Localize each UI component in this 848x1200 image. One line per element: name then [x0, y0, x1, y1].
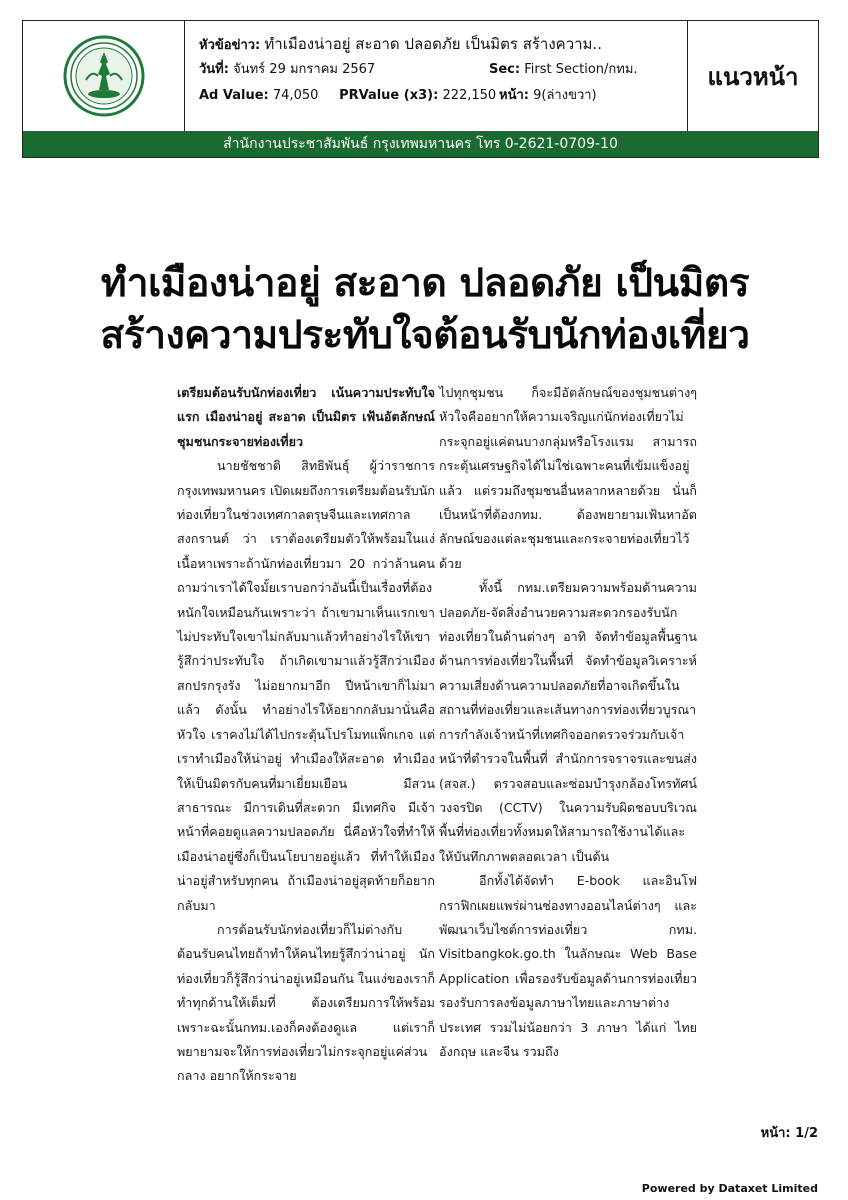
article-column-left [177, 381, 435, 1089]
powered-by: Powered by Dataxet Limited [641, 1182, 818, 1195]
pr-label: PRValue (x3): [339, 88, 439, 103]
article-column-right [439, 381, 697, 1064]
sec-field [489, 57, 638, 83]
bangkok-seal-icon [62, 34, 146, 118]
article-paragraph: การต้อนรับนักท่องเที่ยวก็ไม่ต่างกับต้อนรับคนไทยถ้าทำให้คนไทยรู้สึกว่าน่าอยู่ นักท่องเที่ยวก็รู้สึกว่าน่าอยู่เหมือนกัน ในแง่ของเราก็ทำทุกด้านให้เต็มที่ ต้องเตรียมการให้พร้อม เพราะฉะนั้นกทม.เองก็คงต้องดูแล แต่เราก็พยายามจะให้การท่องเที่ยวไม่กระจุกอยู่แค่ส่วนกลาง อยากให้กระจาย [177, 921, 435, 1084]
ad-value: 74,050 [272, 88, 319, 103]
section-tag: แนวหน้า [707, 62, 799, 91]
article-paragraph: ไปทุกชุมชน ก็จะมีอัตลักษณ์ของชุมชนต่างๆ หัวใจคืออยากให้ความเจริญแก่นักท่องเที่ยวไม่กระจุกอยู่แค่ตนบางกลุ่มหรือโรงแรม สามารถกระตุ้นเศรษฐกิจได้ไม่ใช่เฉพาะคนที่เข้มแข็งอยู่แล้ว แต่รวมถึงชุมชนอื่นหลากหลายด้วย นั่นก็เป็นหน้าที่ต้องกทม. ต้องพยายามเฟ้นหาอัตลักษณ์ของแต่ละชุมชนและกระจายท่องเที่ยวไว้ด้วย [439, 385, 697, 571]
ad-label: Ad Value: [199, 88, 269, 103]
date-row [199, 57, 687, 83]
article-paragraph: ทั้งนี้ กทม.เตรียมความพร้อมด้านความปลอดภัย-จัดสิ่งอำนวยความสะดวกรองรับนักท่องเที่ยวในด้านต่างๆ อาทิ จัดทำข้อมูลพื้นฐานด้านการท่องเที่ยวในพื้นที่ จัดทำข้อมูลวิเคราะห์ความเสี่ยงด้านความปลอดภัยที่อาจเกิดขึ้นในสถานที่ท่องเที่ยวและเส้นทางการท่องเที่ยวบูรณาการกำลังเจ้าหน้าที่เทศกิจออกตรวจร่วมกับเจ้าหน้าที่ตำรวจในพื้นที่ สำนักการจราจรและขนส่ง (สจส.) ตรวจสอบและซ่อมบำรุงกล้องโทรทัศน์วงจรปิด (CCTV) ในความรับผิดชอบบริเวณพื้นที่ท่องเที่ยวทั้งหมดให้สามารถใช้งานได้และให้บันทึกภาพตลอดเวลา เป็นต้น [439, 580, 697, 864]
date-label: วันที่: [199, 62, 229, 77]
page-field [499, 83, 597, 109]
logo-cell [23, 21, 185, 131]
page-value: 9(ล่างขวา) [533, 88, 597, 103]
title-row [199, 31, 687, 57]
article-lead: เตรียมต้อนรับนักท่องเที่ยว เน้นความประทับใจแรก เมืองน่าอยู่ สะอาด เป็นมิตร เฟ้นอัตลักษณ์ชุมชนกระจายท่องเที่ยว [177, 385, 435, 449]
article-paragraph: อีกทั้งได้จัดทำ E-book และอินโฟกราฟิกเผยแพร่ผ่านช่องทางออนไลน์ต่างๆ และพัฒนาเว็บไซต์การท่องเที่ยว กทม. Visitbangkok.go.th ในลักษณะ Web Base Application เพื่อรองรับข้อมูลด้านการท่องเที่ยวรองรับการลงข้อมูลภาษาไทยและภาษาต่างประเทศ รวมไม่น้อยกว่า 3 ภาษา ได้แก่ ไทย อังกฤษ และจีน รวมถึง [439, 873, 697, 1059]
clipping-info [185, 21, 688, 131]
clipping-header [22, 20, 819, 158]
office-bar: สำนักงานประชาสัมพันธ์ กรุงเทพมหานคร โทร 0-2621-0709-10 [23, 131, 818, 157]
date-value: จันทร์ 29 มกราคม 2567 [233, 62, 376, 77]
sec-label: Sec: [489, 62, 521, 77]
title-label: หัวข้อข่าว: [199, 38, 261, 53]
article-headline [40, 258, 810, 362]
article-paragraph: นายชัชชาติ สิทธิพันธุ์ ผู้ว่าราชการกรุงเทพมหานคร เปิดเผยถึงการเตรียมต้อนรับนักท่องเที่ยวในช่วงเทศกาลตรุษจีนและเทศกาลสงกรานต์ ว่า เราต้องเตรียมตัวให้พร้อมในแง่เนื้อหาเพราะถ้านักท่องเที่ยวมา 20 กว่าล้านคนถามว่าเราได้ใจมั้ยเราบอกว่าอันนี้เป็นเรื่องที่ต้องหนักใจเหมือนกันเพราะว่า ถ้าเขามาเห็นแรกเขาไม่ประทับใจเขาไม่กลับมาแล้วทำอย่างไรให้เขารู้สึกว่าประทับใจ ถ้าเกิดเขามาแล้วรู้สึกว่าเมืองสกปรกรุงรัง ไม่อยากมาอีก ปีหน้าเขาก็ไม่มาแล้ว ดังนั้น ทำอย่างไรให้อยากกลับมานั่นคือหัวใจ เราคงไม่ได้ไปกระตุ้นโปรโมทแพ็กเกจ แต่เราทำเมืองให้น่าอยู่ ทำเมืองให้สะอาด ทำเมืองให้เป็นมิตรกับคนที่มาเยี่ยมเยือน มีสวนสาธารณะ มีการเดินที่สะดวก มีเทศกิจ มีเจ้าหน้าที่คอยดูแลความปลอดภัย นี่คือหัวใจที่ทำให้เมืองน่าอยู่ซึ่งก็เป็นนโยบายอยู่แล้ว ที่ทำให้เมืองน่าอยู่สำหรับทุกคน ถ้าเมืองน่าอยู่สุดท้ายก็อยากกลับมา [177, 458, 435, 913]
pr-value: 222,150 [442, 88, 497, 103]
value-row [199, 83, 687, 109]
title-value: ทำเมืองน่าอยู่ สะอาด ปลอดภัย เป็นมิตร สร้างความ.. [264, 35, 602, 53]
page-label: หน้า: [499, 88, 529, 103]
sec-value: First Section/กทม. [524, 62, 638, 77]
headline-line-2: สร้างความประทับใจต้อนรับนักท่องเที่ยว [100, 313, 750, 358]
headline-line-1: ทำเมืองน่าอยู่ สะอาด ปลอดภัย เป็นมิตร [100, 261, 750, 306]
page-count: หน้า: 1/2 [760, 1126, 818, 1141]
